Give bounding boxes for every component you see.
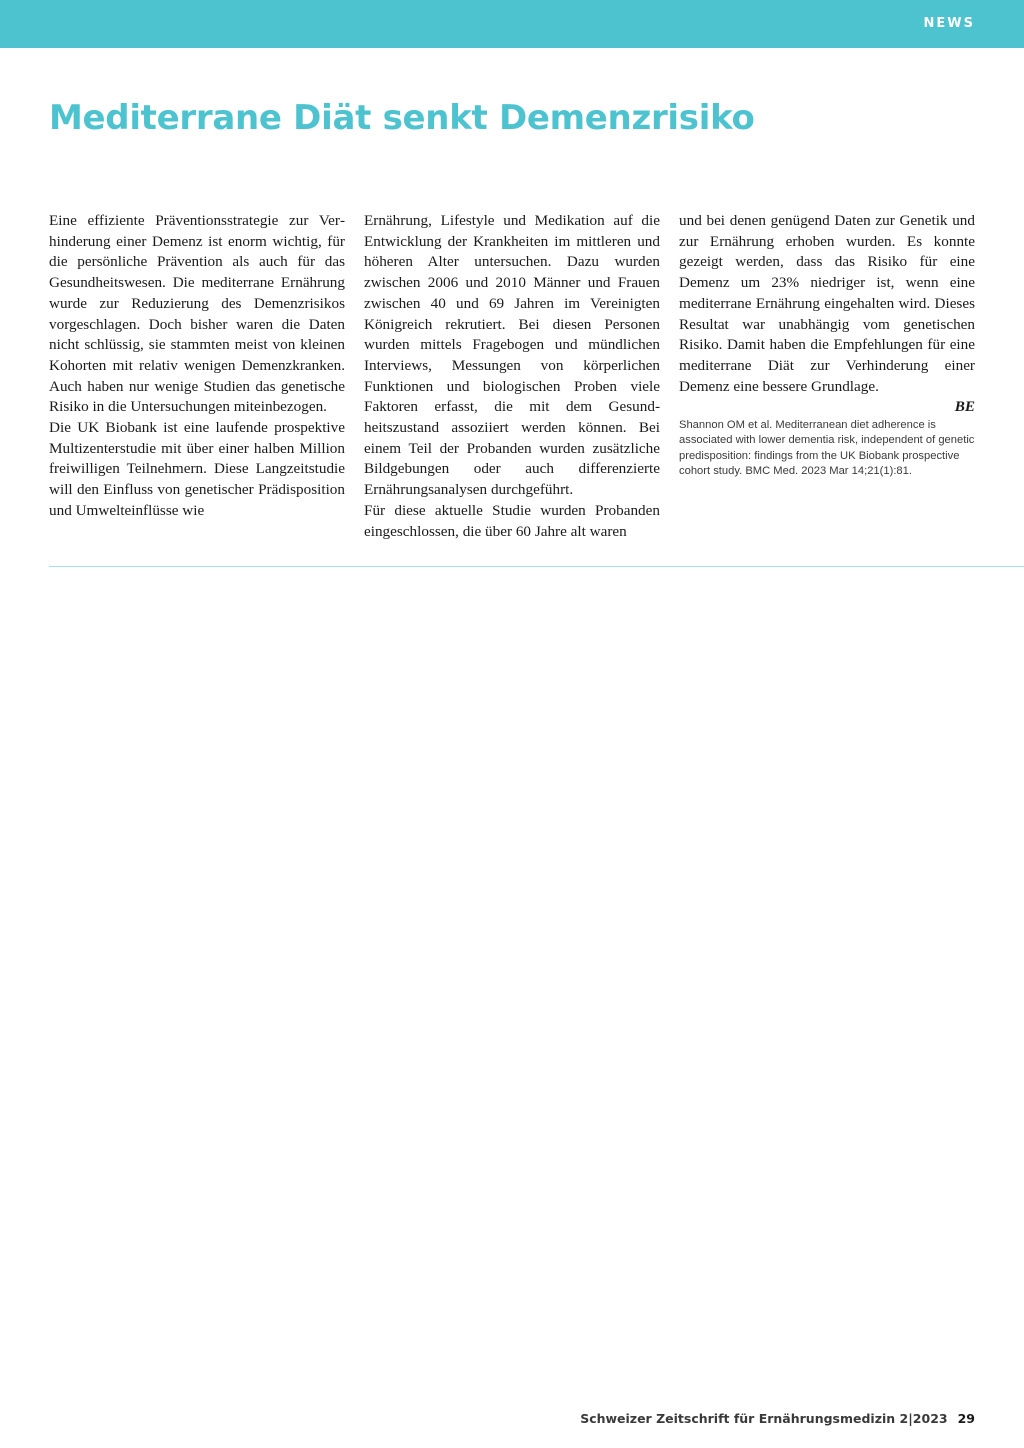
paragraph: und bei denen genügend Daten zur Genetik und zur Ernährung erhoben wurden. Es konnte gezeigt werden, dass das Risiko für eine Demenz um 23% niedriger ist, wenn eine mediterrane Ernährung eingehalten wird. Dieses Resultat war unabhängig vom genetischen Risiko. Damit haben die Empfehlungen für eine mediterrane Diät zur Verhinderung einer Demenz eine bessere Grundlage. [679, 212, 975, 395]
paragraph: Die UK Biobank ist eine laufende prospektive Multizenterstudie mit über einer halben Million freiwilligen Teilnehmern. Diese Langzeitstudie will den Einfluss von genetischer Prädisposition und Umwelteinflüsse wie [49, 419, 345, 519]
article-title: Mediterrane Diät senkt Demenzrisiko [49, 98, 755, 138]
reference-citation: Shannon OM et al. Mediterranean diet adherence is associated with lower dementia risk, independent of genetic predisposition: findings from the UK Biobank prospective cohort study. BMC Med. 2023 Mar 14;21(1):81. [679, 419, 975, 477]
author-initials: BE [954, 398, 975, 416]
page-footer [580, 1411, 975, 1426]
section-label: NEWS [923, 16, 975, 31]
journal-name: Schweizer Zeitschrift für Ernährungsmedizin 2|2023 [580, 1411, 948, 1426]
paragraph: Ernährung, Lifestyle und Medikation auf die Entwicklung der Krankheiten im mittleren und höheren Alter untersuchen. Dazu wurden zwischen 2006 und 2010 Männer und Frauen zwischen 40 und 69 Jahren im Vereinigten Königreich rekrutiert. Bei diesen Personen wurden mittels Fragebogen und mündlichen Interviews, Messungen von körperlichen Funktionen und biologischen Proben viele Faktoren erfasst, die mit dem Gesundheitszustand assoziiert werden können. Bei einem Teil der Probanden wurden zusätzliche Bildgebungen oder auch differenzierte Ernährungsanalysen durchgeführt. [364, 212, 660, 499]
section-divider [49, 566, 1024, 567]
text-column-3 [679, 211, 975, 479]
page-number: 29 [957, 1411, 975, 1426]
text-column-1 [49, 211, 345, 522]
header-band [0, 0, 1024, 48]
paragraph: Für diese aktuelle Studie wurden Probanden eingeschlossen, die über 60 Jahre alt waren [364, 501, 660, 540]
paragraph: Eine effiziente Präventionsstrategie zur Verhinderung einer Demenz ist enorm wichtig, für die persönliche Prävention als auch für das Gesundheitswesen. Die mediterrane Ernährung wurde zur Reduzierung des Demenzrisikos vorgeschlagen. Doch bisher waren die Daten nicht schlüssig, sie stammten meist von kleinen Kohorten mit relativ wenigen Demenzkranken. Auch haben nur wenige Studien das genetische Risiko in die Untersuchungen miteinbezogen. [49, 212, 345, 416]
text-column-2 [364, 211, 660, 542]
